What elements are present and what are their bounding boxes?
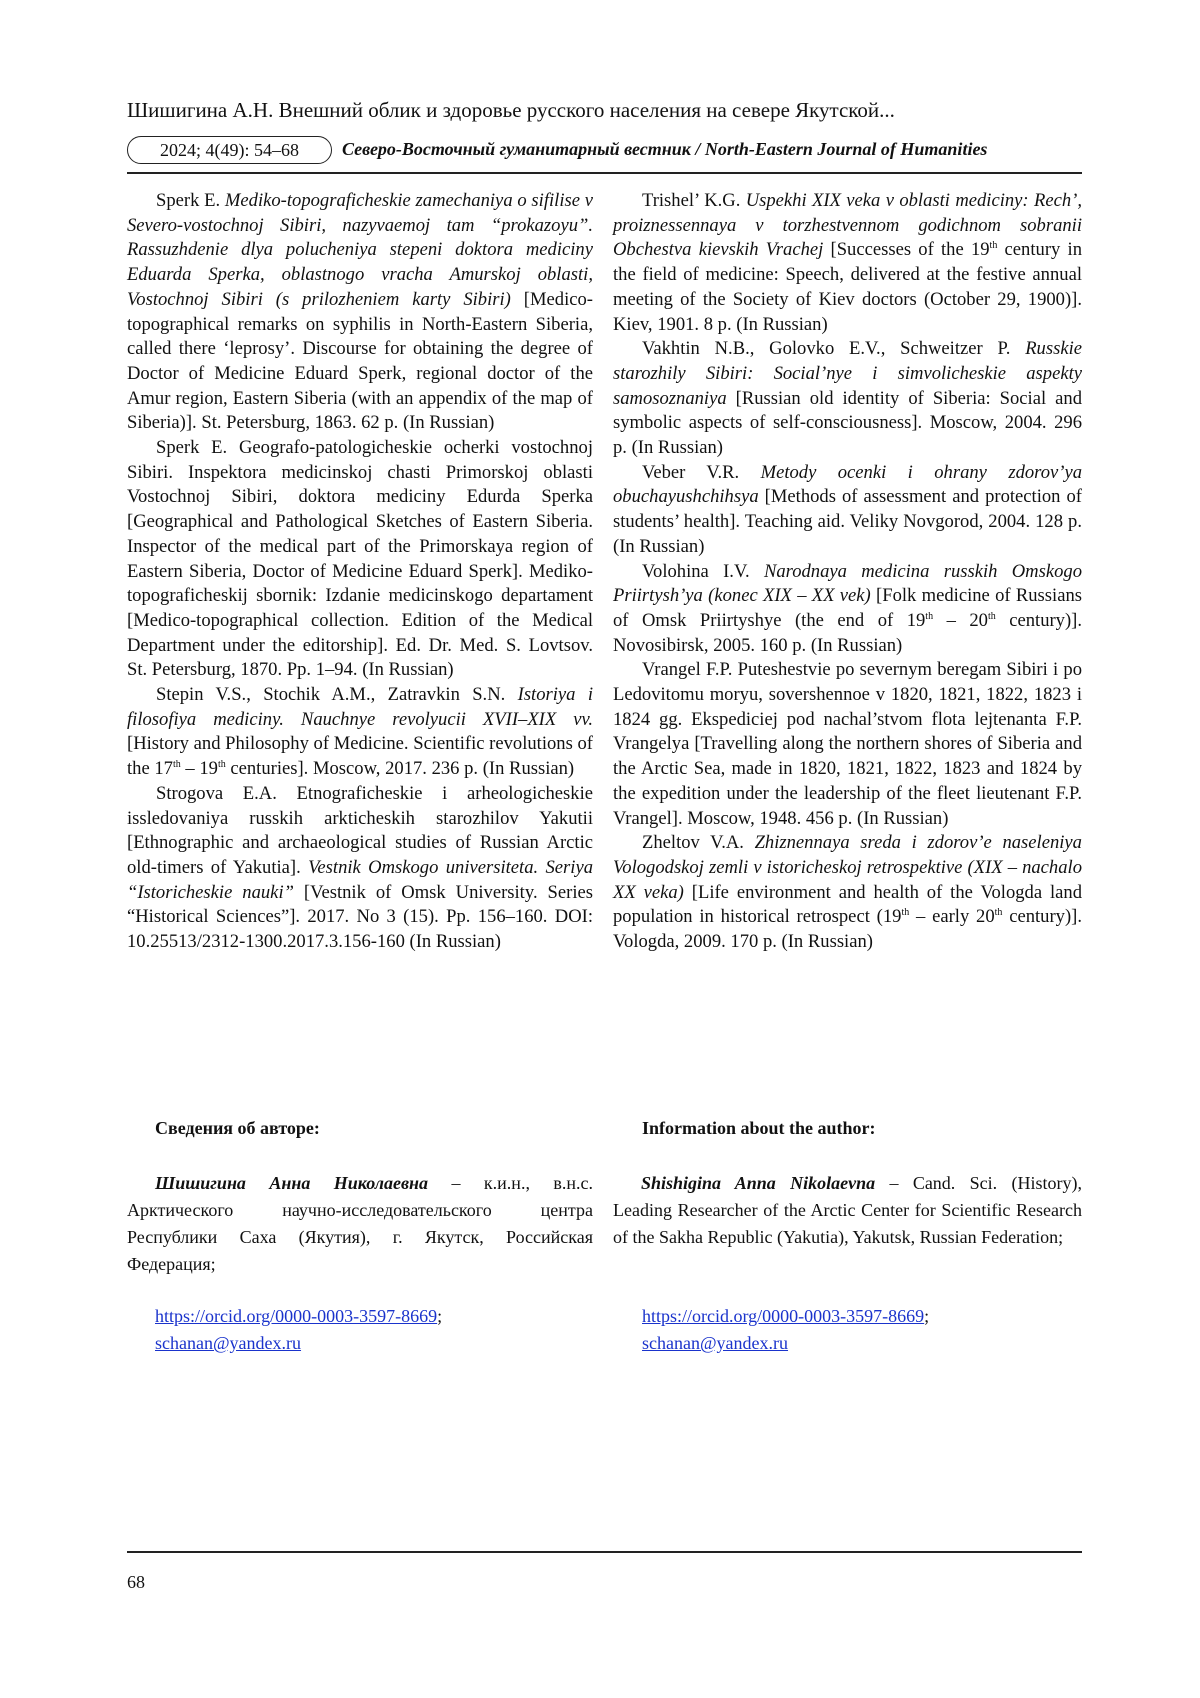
reference-item: Veber V.R. Metody ocenki i ohrany zdorov’ya obuchayushchihsya [Methods of assessment and protection of students’ health]. Teaching aid. Veliky Novgorod, 2004. 128 p. (In Russian) [613, 461, 1082, 557]
header-divider [127, 172, 1082, 174]
orcid-link[interactable]: https://orcid.org/0000-0003-3597-8669 [642, 1306, 925, 1326]
journal-name: Северо-Восточный гуманитарный вестник / North-Eastern Journal of Humanities [342, 139, 988, 159]
reference-item: Vrangel F.P. Puteshestvie po severnym beregam Sibiri i po Ledovitomu moryu, sovershennoe v 1820, 1821, 1822, 1823 i 1824 gg. Ekspediciej pod nachal’stvom flota lejtenanta F.P. Vrangelya [Travelling along the northern shores of Siberia and the Arctic Sea, made in 1820, 1821, 1822, 1823 and 1824 by the expedition under the leadership of the fleet lieutenant F.P. Vrangel]. Moscow, 1948. 456 p. (In Russian) [613, 659, 1082, 829]
author-description-ru: Шишигина Анна Николаевна – к.и.н., в.н.с. Арктического научно-исследовательского центра Республики Саха (Якутия), г. Якутск, Российская Федерация; [127, 1173, 593, 1274]
author-info-heading-en: Information about the author: [642, 1118, 876, 1138]
author-links-en: https://orcid.org/0000-0003-3597-8669; schanan@yandex.ru [642, 1306, 930, 1353]
running-title: Шишигина А.Н. Внешний облик и здоровье русского населения на севере Якутской... [127, 98, 895, 122]
references-left-column [127, 189, 593, 955]
page-number: 68 [127, 1572, 145, 1592]
reference-item: Stepin V.S., Stochik A.M., Zatravkin S.N. Istoriya i filosofiya mediciny. Nauchnye revolyucii XVII–XIX vv. [History and Philosophy of Medicine. Scientific revolutions of the 17th – 19th centuries]. Moscow, 2017. 236 p. (In Russian) [127, 684, 593, 780]
reference-item: Sperk E. Geografo-patologicheskie ocherki vostochnoj Sibiri. Inspektora medicinskoj chasti Primorskoj oblasti Vostochnoj Sibiri, doktora mediciny Edurda Sperka [Geographical and Pathological Sketches of Eastern Siberia. Inspector of the medical part of the Primorskaya region of Eastern Siberia, Doctor of Medicine Eduard Sperk]. Mediko-topograficheskij sbornik: Izdanie medicinskogo departament [Medico-topographical collection. Edition of the Medical Department under the editorship]. Ed. Dr. Med. S. Lovtsov. St. Petersburg, 1870. Pp. 1–94. (In Russian) [127, 437, 593, 681]
reference-item: Zheltov V.A. Zhiznennaya sreda i zdorov’e naseleniya Vologodskoj zemli v istoricheskoj retrospektive (XIX – nachalo XX veka) [Life environment and health of the Vologda land population in historical retrospect (19th – early 20th century)]. Vologda, 2009. 170 p. (In Russian) [613, 832, 1082, 953]
author-name-en: Shishigina Anna Nikolaevna [641, 1173, 876, 1193]
reference-item: Trishel’ K.G. Uspekhi XIX veka v oblasti mediciny: Rech’, proiznessennaya v torzhestvennom godichnom sobranii Obchestva kievskih Vrachej [Successes of the 19th century in the field of medicine: Speech, delivered at the festive annual meeting of the Society of Kiev doctors (October 29, 1900)]. Kiev, 1901. 8 p. (In Russian) [613, 190, 1082, 335]
issue-badge: 2024; 4(49): 54–68 [127, 136, 332, 164]
reference-item: Volohina I.V. Narodnaya medicina russkih Omskogo Priirtysh’ya (konec XIX – XX vek) [Folk medicine of Russians of Omsk Priirtyshye (the end of 19th – 20th century)]. Novosibirsk, 2005. 160 p. (In Russian) [613, 560, 1083, 656]
reference-item: Vakhtin N.B., Golovko E.V., Schweitzer P. Russkie starozhily Sibiri: Social’nye i simvolicheskie aspekty samosoznaniya [Russian old identity of Siberia: Social and symbolic aspects of self-consciousness]. Moscow, 2004. 296 p. (In Russian) [613, 338, 1082, 459]
author-description-en: Shishigina Anna Nikolaevna – Cand. Sci. (History), Leading Researcher of the Arctic Center for Scientific Research of the Sakha Republic (Yakutia), Yakutsk, Russian Federation; [613, 1173, 1082, 1247]
references-right-column [613, 189, 1082, 955]
author-info-heading-ru: Сведения об авторе: [155, 1118, 320, 1138]
orcid-link[interactable]: https://orcid.org/0000-0003-3597-8669 [155, 1306, 438, 1326]
reference-item: Sperk E. Mediko-topograficheskie zamechaniya o sifilise v Severo-vostochnoj Sibiri, nazyvaemoj tam “prokazoyu”. Rassuzhdenie dlya polucheniya stepeni doktora mediciny Eduarda Sperka, oblastnogo vracha Amurskoj oblasti, Vostochnoj Sibiri (s prilozheniem karty Sibiri) [Medico-topographical remarks on syphilis in North-Eastern Siberia, called there ‘leprosy’. Discourse for obtaining the degree of Doctor of Medicine Eduard Sperk, regional doctor of the Amur region, Eastern Siberia (with an appendix of the map of Siberia)]. St. Petersburg, 1863. 62 p. (In Russian) [127, 190, 593, 434]
author-links-ru: https://orcid.org/0000-0003-3597-8669; schanan@yandex.ru [155, 1306, 443, 1353]
email-link[interactable]: schanan@yandex.ru [155, 1333, 302, 1353]
journal-line [127, 136, 1082, 166]
footer-divider [127, 1551, 1082, 1553]
email-link[interactable]: schanan@yandex.ru [642, 1333, 789, 1353]
author-name-ru: Шишигина Анна Николаевна [155, 1173, 429, 1193]
reference-item: Strogova E.A. Etnograficheskie i arheologicheskie issledovaniya russkih arkticheskih starozhilov Yakutii [Ethnographic and archaeological studies of Russian Arctic old-timers of Yakutia]. Vestnik Omskogo universiteta. Seriya “Istoricheskie nauki” [Vestnik of Omsk University. Series “Historical Sciences”]. 2017. No 3 (15). Pp. 156–160. DOI: 10.25513/2312-1300.2017.3.156-160 (In Russian) [127, 782, 594, 953]
